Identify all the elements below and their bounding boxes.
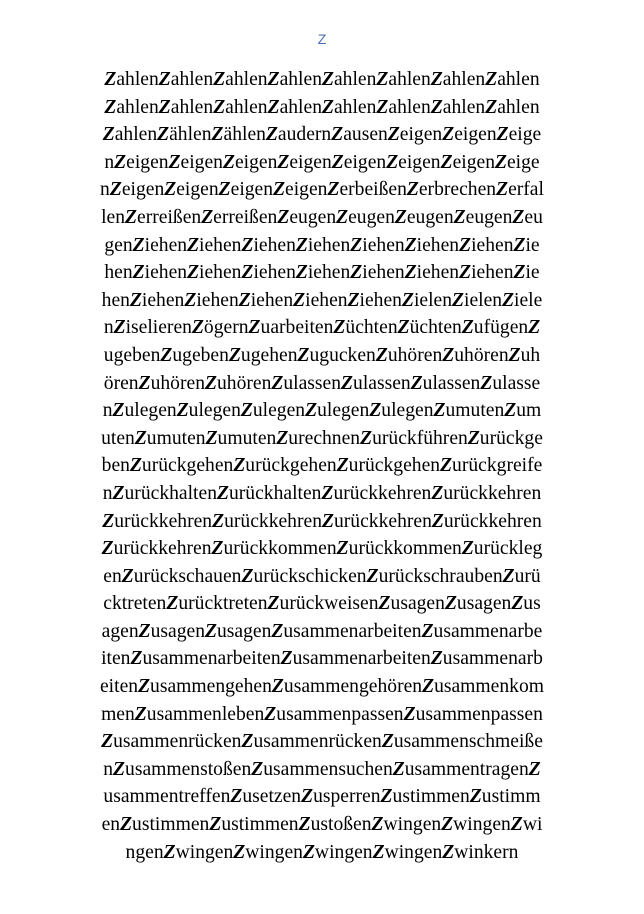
text-line: ZahlenZahlenZahlenZahlenZahlenZahlenZahlenZahlen xyxy=(104,69,540,90)
text-line: genZiehenZiehenZiehenZiehenZiehenZiehenZiehenZie xyxy=(104,234,540,256)
text-line: utenZumutenZumutenZurechnenZurückführenZurückge xyxy=(101,427,543,449)
page-header-letter: Z xyxy=(317,31,327,47)
text-line: ugebenZugebenZugehenZuguckenZuhörenZuhörenZuh xyxy=(103,344,541,366)
word-text-block xyxy=(30,66,614,866)
text-line: ZurückkehrenZurückkommenZurückkommenZurückleg xyxy=(101,538,543,560)
text-line: itenZusammenarbeitenZusammenarbeitenZusammenarb xyxy=(101,648,543,670)
text-line: menZusammenlebenZusammenpassenZusammenpassen xyxy=(101,703,543,725)
text-line: agenZusagenZusagenZusammenarbeitenZusammenarbe xyxy=(101,620,543,642)
text-line: eitenZusammengehenZusammengehörenZusammenkom xyxy=(99,676,544,698)
text-line: nZeigenZeigenZeigenZeigenZeigenZeigenZeigenZeige xyxy=(104,151,540,173)
text-line: henZiehenZiehenZiehenZiehenZiehenZielenZielenZiele xyxy=(101,289,543,311)
text-line: ZurückkehrenZurückkehrenZurückkehrenZurückkehren xyxy=(102,510,542,532)
text-line: örenZuhörenZuhörenZulassenZulassenZulassenZulasse xyxy=(103,372,541,394)
text-line: ZahlenZahlenZahlenZahlenZahlenZahlenZahlenZahlen xyxy=(104,96,540,118)
text-line: usammentreffenZusetzenZusperrenZustimmenZustimm xyxy=(103,786,541,808)
text-line: enZurückschauenZurückschickenZurückschraubenZurü xyxy=(103,565,541,587)
text-line: cktretenZurücktretenZurückweisenZusagenZusagenZus xyxy=(103,593,541,615)
text-line: ZahlenZählenZählenZaudernZausenZeigenZeigenZeige xyxy=(102,124,542,146)
text-line: nZulegenZulegenZulegenZulegenZulegenZumutenZum xyxy=(102,400,542,422)
text-line: ZusammenrückenZusammenrückenZusammenschmeiße xyxy=(101,731,543,753)
text-line: henZiehenZiehenZiehenZiehenZiehenZiehenZiehenZie xyxy=(104,262,540,284)
text-line: nZusammenstoßenZusammensuchenZusammentragenZ xyxy=(103,758,541,780)
text-line: lenZerreißenZerreißenZeugenZeugenZeugenZeugenZeu xyxy=(101,206,543,228)
text-line: ngenZwingenZwingenZwingenZwingenZwinkern xyxy=(125,841,519,863)
text-line: nZiselierenZögernZuarbeitenZüchtenZüchtenZufügenZ xyxy=(103,317,541,339)
text-line: benZurückgehenZurückgehenZurückgehenZurückgreife xyxy=(101,455,543,477)
text-line: nZurückhaltenZurückhaltenZurückkehrenZurückkehren xyxy=(102,482,542,504)
text-line: enZustimmenZustimmenZustoßenZwingenZwingenZwi xyxy=(101,814,543,836)
text-line: nZeigenZeigenZeigenZeigenZerbeißenZerbrechenZerfal xyxy=(100,179,544,201)
